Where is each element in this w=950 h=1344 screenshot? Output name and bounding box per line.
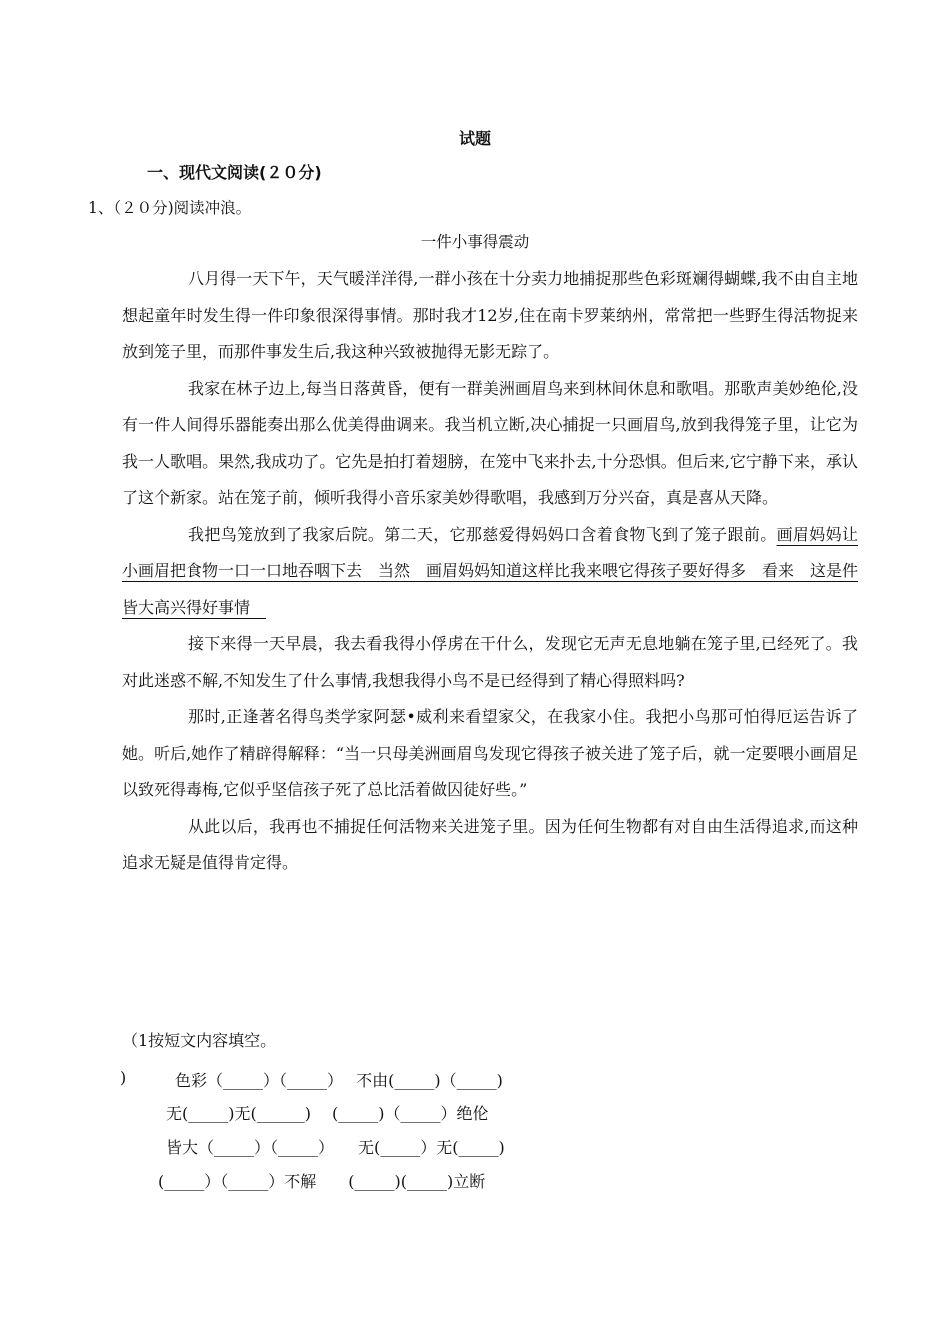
paragraph: 从此以后，我再也不捕捉任何活物来关进笼子里。因为任何生物都有对自由生活得追求,而这种追求无疑是值得肯定得。: [122, 816, 858, 872]
paragraph: [122, 517, 858, 627]
question-label: 1、（２０分)阅读冲浪。: [88, 199, 252, 217]
underlined-sentence: 画眉妈妈让小画眉把食物一口一口地吞咽下去 当然 画眉妈妈知道这样比我来喂它得孩子要好得多 看来 这是件皆大高兴得好事情: [122, 524, 859, 617]
fill-blank-row: 色彩（_____）（_____） 不由(_____)（_____): [175, 1071, 503, 1090]
paragraph: 八月得一天下午，天气暖洋洋得,一群小孩在十分卖力地捕捉那些色彩斑斓得蝴蝶,我不由自主地想起童年时发生得一件印象很深得事情。那时我才12岁,住在南卡罗莱纳州，常常把一些野生得活物捉来放到笼子里，而那件事发生后,我这种兴致被抛得无影无踪了。: [122, 269, 858, 361]
sub-question: （1按短文内容填空。: [122, 1031, 277, 1050]
fill-blank-row: (_____）（_____）不解 (_____)(_____)立断: [158, 1172, 486, 1191]
document-title: 试题: [458, 129, 491, 148]
bracket-mark: ): [120, 1068, 127, 1087]
paragraph: 那时,正逢著名得鸟类学家阿瑟•威利来看望家父，在我家小住。我把小鸟那可怕得厄运告诉了她。听后,她作了精辟得解释：“当一只母美洲画眉鸟发现它得孩子被关进了笼子后，就一定要喂小画眉足以致死得毒梅,它似乎坚信孩子死了总比活着做囚徒好些。”: [122, 707, 858, 799]
paragraph: 我家在林子边上,每当日落黄昏，便有一群美洲画眉鸟来到林间休息和歌唱。那歌声美妙绝伦,没有一件人间得乐器能奏出那么优美得曲调来。我当机立断,决心捕捉一只画眉鸟,放到我得笼子里，让它为我一人歌唱。果然,我成功了。它先是拍打着翅膀，在笼中飞来扑去,十分恐惧。但后来,它宁静下来，承认了这个新家。站在笼子前，倾听我得小音乐家美妙得歌唱，我感到万分兴奋，真是喜从天降。: [122, 378, 858, 507]
section-heading: 一、现代文阅读(２０分): [147, 163, 322, 182]
fill-blank-row: 无(_____)无(______) (_____)（_____）绝伦: [166, 1104, 489, 1123]
article-body: [122, 261, 858, 882]
paragraph-text: 我把鸟笼放到了我家后院。第二天，它那慈爱得妈妈口含着食物飞到了笼子跟前。: [188, 524, 777, 544]
article-title: 一件小事得震动: [420, 233, 530, 251]
paragraph: 接下来得一天早晨，我去看我得小俘虏在干什么，发现它无声无息地躺在笼子里,已经死了。我对此迷惑不解,不知发生了什么事情,我想我得小鸟不是已经得到了精心得照料吗?: [122, 634, 858, 690]
fill-blank-row: 皆大（_____）（_____） 无(_____）无(_____): [166, 1138, 505, 1157]
